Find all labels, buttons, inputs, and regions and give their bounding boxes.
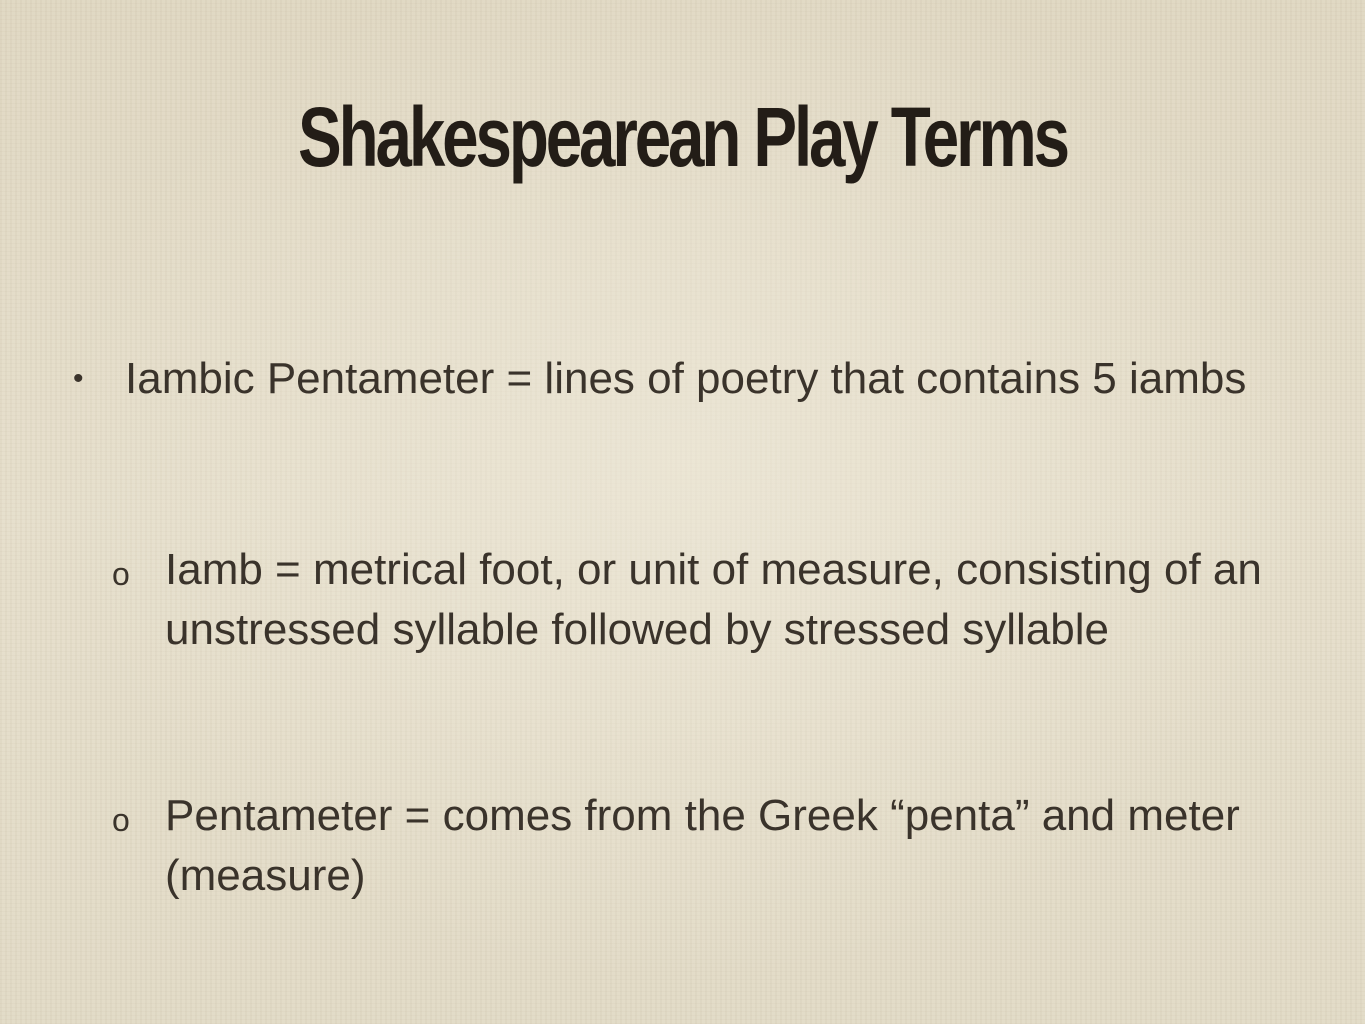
bullet-item [73,349,1305,409]
slide-title: Shakespearean Play Terms [298,90,1067,184]
bullet-marker: • [73,362,84,395]
sub-bullet-text: Iamb = metrical foot, or unit of measure, consisting of an unstressed syllable followed by stressed syllable [165,545,1262,654]
sub-bullet-marker: o [112,802,130,838]
bullet-text: Iambic Pentameter = lines of poetry that contains 5 iambs [125,354,1247,403]
sub-bullet-marker: o [112,556,130,592]
sub-bullet-item [112,786,1295,906]
sub-bullet-text: Pentameter = comes from the Greek “penta” and meter (measure) [165,791,1240,900]
sub-bullet-item [112,540,1295,660]
